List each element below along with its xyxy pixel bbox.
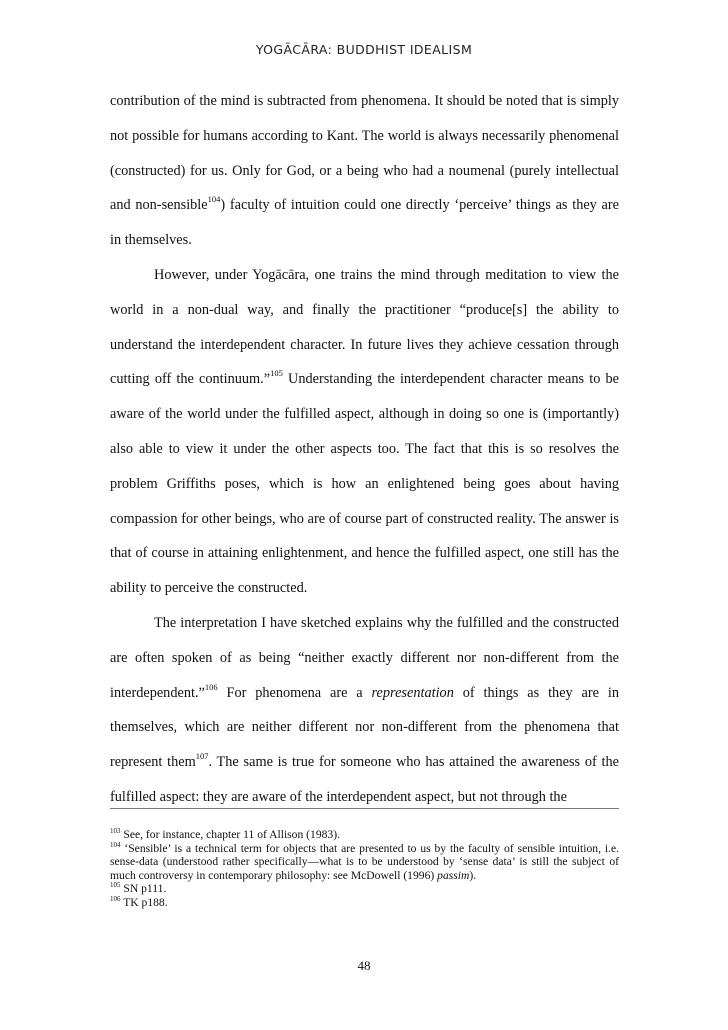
paragraph-text: However, under Yogācāra, one trains the mind through meditation to view the world in a non-dual way, and finally the practitioner “produce[s] the ability to understand the interdependent character. In future lives they achieve cessation through cutting off the continuum.” bbox=[110, 266, 619, 388]
paragraph-text: . The same is true for someone who has attained the awareness of the fulfilled aspect: they are aware of the interdependent aspect, but not through the bbox=[110, 754, 619, 805]
footnote-number: 103 bbox=[110, 827, 121, 835]
footnote bbox=[110, 896, 619, 910]
footnote-text: ‘Sensible’ is a technical term for objects that are presented to us by the faculty of sensible intuition, i.e. sense-data (understood rather specifically—what is to be understood by ‘sense data’ is still the subject of much controversy in contemporary philosophy: see McDowell (1996) bbox=[110, 841, 619, 882]
footnote-ref[interactable]: 106 bbox=[204, 681, 218, 692]
footnote bbox=[110, 842, 619, 883]
footnote bbox=[110, 882, 619, 896]
paragraph bbox=[110, 606, 619, 815]
footnote-text: ). bbox=[469, 868, 477, 882]
footnote-number: 106 bbox=[110, 894, 121, 903]
footnote-ref[interactable]: 105 bbox=[270, 368, 283, 379]
footnote-ref[interactable]: 104 bbox=[207, 194, 221, 205]
footnote-number: 104 bbox=[110, 840, 121, 849]
footnote-number: 105 bbox=[110, 881, 121, 890]
paragraph-text: The interpretation I have sketched explains why the fulfilled and the constructed are often spoken of as being “neither exactly different nor non-different from the interdependent.” bbox=[110, 614, 619, 701]
body-text bbox=[110, 84, 619, 815]
footnote-text: SN p111. bbox=[120, 882, 167, 896]
paragraph-text: of things as they are in themselves, which are neither different nor non-different from the phenomena that represent them bbox=[110, 684, 619, 771]
paragraph-text: Understanding the interdependent character means to be aware of the world under the fulfilled aspect, although in doing so one is (importantly) also able to view it under the other aspects too. The fact that this is so resolves the problem Griffiths poses, which is how an enlightened being goes about having compassion for other beings, who are of course part of constructed reality. The answer is that of course in attaining enlightenment, and hence the fulfilled aspect, one still has the ability to perceive the constructed. bbox=[110, 371, 619, 597]
footnote-emphasis: passim bbox=[437, 868, 470, 882]
footnote-text: See, for instance, chapter 11 of Allison (1983). bbox=[120, 828, 340, 841]
footnote-text: TK p188. bbox=[120, 895, 168, 909]
running-header: YOGĀCĀRA: BUDDHIST IDEALISM bbox=[255, 42, 473, 57]
footnotes bbox=[110, 828, 619, 910]
paragraph-text: contribution of the mind is subtracted from phenomena. It should be noted that is simply not possible for humans according to Kant. The world is always necessarily phenomenal (constructed) for us. Only for God, or a being who had a noumenal (purely intellectual and non-sensible bbox=[110, 93, 619, 214]
paragraph bbox=[110, 258, 619, 606]
paragraph-text: ) faculty of intuition could one directly ‘perceive’ things as they are in themselves. bbox=[110, 197, 620, 249]
footnote-ref[interactable]: 107 bbox=[195, 751, 209, 762]
page-number: 48 bbox=[357, 958, 371, 973]
emphasis-text: representation bbox=[371, 684, 454, 701]
footnote-divider bbox=[110, 808, 619, 809]
paragraph bbox=[110, 84, 619, 258]
paragraph-text: For phenomena are a bbox=[217, 684, 372, 701]
footnote bbox=[110, 828, 619, 842]
